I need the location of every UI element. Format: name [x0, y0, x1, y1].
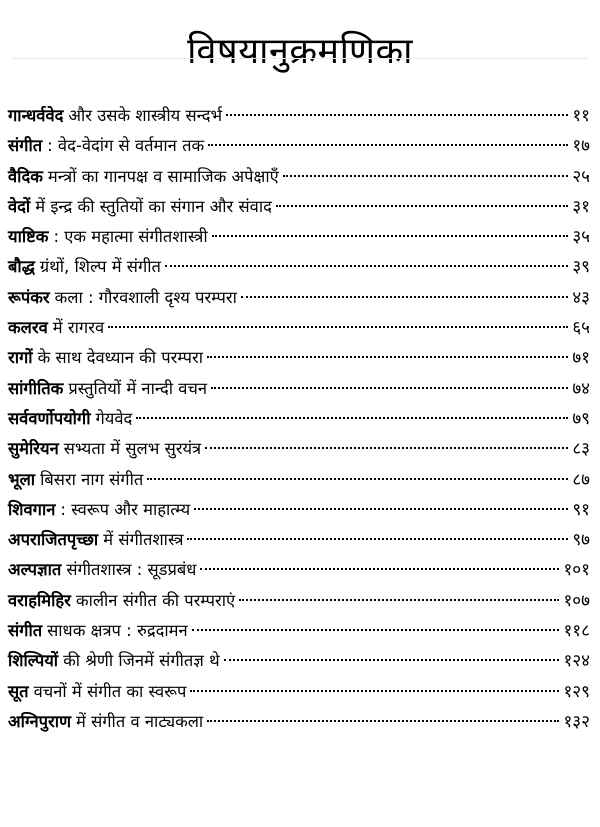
dot-leader	[205, 447, 568, 449]
dot-leader	[136, 417, 568, 419]
toc-entry	[8, 252, 590, 282]
toc-page-number: १२४	[563, 651, 590, 672]
toc-entry-lead-word: याष्टिक	[8, 227, 49, 247]
dot-leader	[200, 568, 559, 570]
toc-entry-title: की श्रेणी जिनमें संगीतज्ञ थे	[63, 651, 220, 671]
dot-leader	[207, 356, 568, 358]
toc-entry	[8, 525, 590, 555]
toc-entry-title: के साथ देवध्यान की परम्परा	[37, 348, 204, 368]
toc-page-number: ७९	[572, 408, 590, 429]
toc-page-number: १७	[572, 136, 590, 157]
toc-entry-title: प्रस्तुतियों में नान्दी वचन	[68, 378, 208, 398]
toc-entry	[8, 677, 590, 707]
toc-entry	[8, 283, 590, 313]
toc-page-number: ८३	[572, 439, 590, 460]
toc-entry-lead-word: सुमेरियन	[8, 439, 59, 459]
toc-page-number: २५	[572, 166, 590, 187]
toc-entry-title: में इन्द्र की स्तुतियों का संगान और संवाद	[35, 196, 272, 216]
toc-page-number: १०७	[563, 590, 590, 611]
toc-entry-title: में रागरव	[52, 318, 105, 338]
toc-page-number: ९७	[572, 530, 590, 551]
toc-entry	[8, 162, 590, 192]
toc-entry	[8, 222, 590, 252]
toc-entry-lead-word: भूला	[8, 469, 36, 489]
toc-entry	[8, 586, 590, 616]
dot-leader	[211, 387, 568, 389]
toc-entry-lead-word: गान्धर्ववेद	[8, 106, 64, 125]
toc-entry-title: में संगीतशास्त्र	[103, 530, 184, 550]
toc-entry-title: : एक महात्मा संगीतशास्त्री	[53, 227, 208, 247]
toc-entry-title: बिसरा नाग संगीत	[40, 469, 144, 489]
toc-page-number: ३५	[572, 227, 590, 248]
dot-leader	[283, 175, 569, 177]
toc-entry-title: कालीन संगीत की परम्पराएं	[75, 590, 236, 610]
dot-leader	[190, 690, 559, 692]
toc-entry	[8, 465, 590, 495]
toc-entry-lead-word: बौद्ध	[8, 257, 35, 277]
toc-entry-title: और उसके शास्त्रीय सन्दर्भ	[68, 106, 223, 125]
toc-entry-lead-word: संगीत	[8, 136, 43, 156]
dot-leader	[165, 265, 568, 267]
dot-leader	[241, 296, 568, 298]
toc-entry	[8, 374, 590, 404]
toc-page-number: ९१	[572, 499, 590, 520]
toc-entry-lead-word: सांगीतिक	[8, 378, 64, 398]
toc-entry	[8, 313, 590, 343]
toc-entry-title: कला : गौरवशाली दृश्य परम्परा	[54, 287, 237, 307]
toc-page-number: ७४	[572, 378, 590, 399]
table-of-contents	[8, 101, 590, 737]
toc-entry	[8, 555, 590, 585]
dot-leader	[208, 144, 568, 146]
dot-leader	[108, 326, 568, 328]
toc-entry-lead-word: रागों	[8, 348, 33, 368]
toc-entry-lead-word: वेदों	[8, 196, 31, 216]
toc-page-number: १३२	[563, 711, 590, 732]
toc-entry-title: मन्त्रों का गानपक्ष व सामाजिक अपेक्षाएँ	[47, 166, 279, 186]
toc-entry	[8, 495, 590, 525]
toc-entry-lead-word: सूत	[8, 681, 29, 701]
title-divider	[12, 58, 588, 59]
toc-entry-lead-word: कलरव	[8, 318, 48, 338]
dot-leader	[276, 205, 568, 207]
toc-entry	[8, 646, 590, 676]
toc-page-number: ३९	[572, 257, 590, 278]
toc-entry-lead-word: अग्निपुराण	[8, 711, 71, 731]
dot-leader	[187, 538, 568, 540]
toc-entry-title: साधक क्षत्रप : रुद्रदामन	[47, 621, 188, 641]
toc-entry-lead-word: शिवगान	[8, 499, 56, 519]
toc-entry-title: में संगीत व नाट्यकला	[76, 711, 204, 731]
toc-entry-title: : स्वरूप और माहात्म्य	[60, 499, 191, 519]
toc-page-number: ३१	[572, 196, 590, 217]
toc-entry-lead-word: शिल्पियों	[8, 651, 59, 671]
dot-leader	[226, 114, 568, 116]
toc-entry	[8, 343, 590, 373]
toc-entry-title: गेयवेद	[95, 408, 133, 428]
toc-page-number: ७१	[572, 348, 590, 369]
toc-entry-lead-word: संगीत	[8, 621, 43, 641]
toc-entry	[8, 707, 590, 737]
dot-leader	[224, 659, 560, 661]
toc-entry	[8, 192, 590, 222]
toc-page-number: ८७	[572, 469, 590, 490]
toc-entry	[8, 404, 590, 434]
toc-entry-lead-word: अल्पज्ञात	[8, 560, 62, 580]
dot-leader	[212, 235, 569, 237]
toc-entry-title: ग्रंथों, शिल्प में संगीत	[39, 257, 161, 277]
toc-page-number: ४३	[572, 287, 590, 308]
toc-page-number: १०१	[563, 560, 590, 581]
toc-entry-title: : वेद-वेदांग से वर्तमान तक	[47, 136, 205, 156]
toc-entry	[8, 101, 590, 131]
dot-leader	[207, 720, 559, 722]
dot-leader	[239, 599, 559, 601]
toc-entry	[8, 434, 590, 464]
dot-leader	[192, 629, 560, 631]
toc-entry-lead-word: सर्ववर्णोपयोगी	[8, 408, 91, 428]
toc-page-number: ६५	[572, 318, 590, 339]
toc-page-number: ११	[572, 106, 590, 126]
toc-entry-title: सभ्यता में सुलभ सुरयंत्र	[63, 439, 202, 459]
toc-entry	[8, 616, 590, 646]
dot-leader	[194, 508, 568, 510]
page-title: विषयानुक्रमणिका	[187, 31, 413, 73]
toc-entry	[8, 131, 590, 161]
toc-entry-lead-word: वैदिक	[8, 166, 43, 186]
dot-leader	[147, 478, 568, 480]
toc-page-number: १२९	[563, 681, 590, 702]
toc-entry-lead-word: रूपंकर	[8, 287, 50, 307]
toc-entry-lead-word: वराहमिहिर	[8, 590, 71, 610]
toc-entry-title: संगीतशास्त्र : सूडप्रबंध	[66, 560, 197, 580]
toc-entry-lead-word: अपराजितपृच्छा	[8, 530, 99, 550]
toc-entry-title: वचनों में संगीत का स्वरूप	[33, 681, 187, 701]
toc-page-number: ११८	[563, 621, 590, 642]
